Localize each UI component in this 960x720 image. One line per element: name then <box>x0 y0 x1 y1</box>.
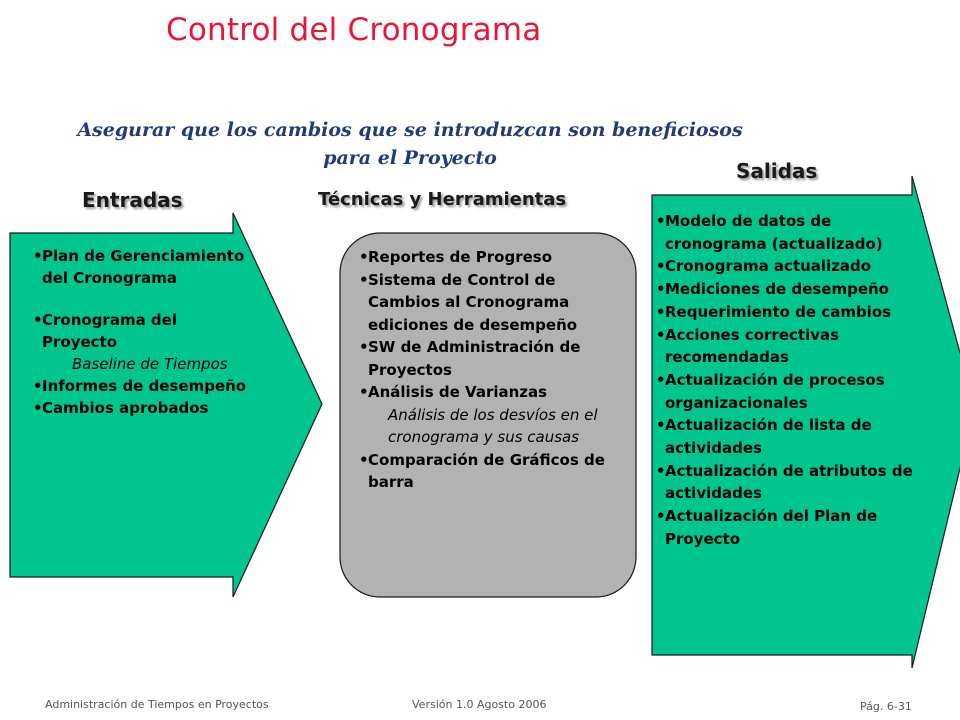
tecnicas-item-text: Sistema de Control de Cambios al Cronograma ediciones de desempeño <box>368 270 578 334</box>
tecnicas-item <box>359 336 630 381</box>
bullet-icon: • <box>656 280 666 299</box>
bullet-icon: • <box>359 450 369 469</box>
salidas-item-text: Acciones correctivas recomendadas <box>665 325 840 367</box>
entradas-heading: Entradas <box>82 188 183 212</box>
tecnicas-list <box>359 246 630 494</box>
entradas-item <box>33 375 252 397</box>
salidas-item <box>656 460 935 505</box>
salidas-item-text: Mediciones de desempeño <box>665 280 889 299</box>
entradas-item <box>33 245 252 289</box>
salidas-item <box>656 278 935 301</box>
footer-page-number: Pág. 6-31 <box>860 700 912 713</box>
bullet-icon: • <box>656 416 666 435</box>
salidas-item-text: Actualización de atributos de actividades <box>665 461 913 503</box>
bullet-icon: • <box>359 338 369 356</box>
tecnicas-item <box>359 269 630 337</box>
salidas-item-text: Requerimiento de cambios <box>665 302 892 321</box>
salidas-list <box>656 210 935 551</box>
salidas-item-text: Actualización de lista de actividades <box>665 416 872 458</box>
tecnicas-item-text: SW de Administración de Proyectos <box>368 338 581 379</box>
salidas-item <box>656 414 935 459</box>
bullet-icon: • <box>33 377 43 395</box>
bullet-icon: • <box>656 212 666 230</box>
entradas-item-text: Cambios aprobados <box>42 399 209 417</box>
subtitle-line-2: para el Proyecto <box>323 147 497 169</box>
salidas-item <box>656 324 935 369</box>
tecnicas-item-text: Reportes de Progreso <box>368 248 553 266</box>
page-title: Control del Cronograma <box>166 12 542 48</box>
footer-version: Versión 1.0 Agosto 2006 <box>412 698 547 711</box>
salidas-item <box>656 255 935 278</box>
bullet-icon: • <box>33 247 43 265</box>
bullet-icon: • <box>33 399 43 417</box>
bullet-icon: • <box>656 370 666 389</box>
tecnicas-item <box>359 449 630 494</box>
tecnicas-item-text: Comparación de Gráficos de barra <box>368 450 605 491</box>
salidas-item <box>656 210 935 255</box>
salidas-item <box>656 505 935 550</box>
salidas-item <box>656 301 935 324</box>
tecnicas-item <box>359 381 630 449</box>
tecnicas-item-text: Análisis de Varianzas <box>368 383 548 401</box>
entradas-item-subtext: Baseline de Tiempos <box>72 355 228 373</box>
subtitle-line-1: Asegurar que los cambios que se introduzcan son beneficiosos <box>77 119 743 141</box>
salidas-item <box>656 369 935 414</box>
bullet-icon: • <box>33 311 43 329</box>
salidas-item-text: Cronograma actualizado <box>665 257 872 276</box>
tecnicas-heading: Técnicas y Herramientas <box>318 189 567 210</box>
bullet-icon: • <box>656 325 666 344</box>
bullet-icon: • <box>359 270 369 289</box>
entradas-item <box>33 309 252 375</box>
bullet-icon: • <box>656 507 666 526</box>
salidas-heading: Salidas <box>736 159 818 183</box>
bullet-icon: • <box>656 461 666 480</box>
entradas-item-text: Cronograma del Proyecto <box>42 311 177 351</box>
bullet-icon: • <box>359 383 369 401</box>
footer-course: Administración de Tiempos en Proyectos <box>45 698 269 711</box>
entradas-item <box>33 397 252 419</box>
tecnicas-item <box>359 246 630 269</box>
bullet-icon: • <box>656 302 666 321</box>
salidas-item-text: Actualización de procesos organizacionales <box>665 370 885 412</box>
entradas-item-text: Informes de desempeño <box>42 377 247 395</box>
entradas-list <box>33 245 252 419</box>
salidas-item-text: Actualización del Plan de Proyecto <box>665 507 878 548</box>
bullet-icon: • <box>359 248 369 266</box>
subtitle <box>50 116 770 172</box>
salidas-item-text: Modelo de datos de cronograma (actualizado) <box>665 212 883 253</box>
entradas-item-text: Plan de Gerenciamiento del Cronograma <box>42 247 245 287</box>
bullet-icon: • <box>656 257 666 276</box>
tecnicas-item-subtext: Análisis de los desvíos en el cronograma y sus causas <box>388 405 598 446</box>
